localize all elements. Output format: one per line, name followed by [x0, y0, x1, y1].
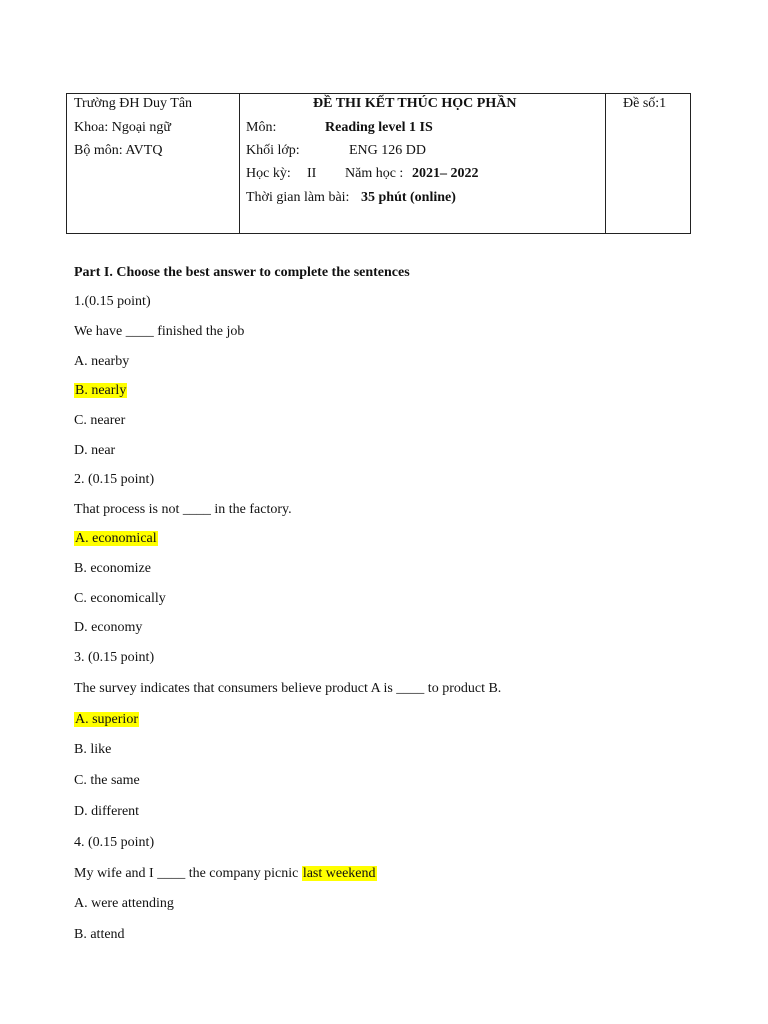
question-3-stem: The survey indicates that consumers believe product A is ____ to product B. [74, 681, 502, 696]
question-2-stem: That process is not ____ in the factory. [74, 502, 292, 517]
school-info-cell [67, 94, 240, 234]
part-title: Part I. Choose the best answer to complete the sentences [74, 265, 410, 280]
subject-value: Reading level 1 IS [325, 120, 433, 135]
question-1-stem: We have ____ finished the job [74, 324, 245, 339]
class-label: Khối lớp: [246, 143, 300, 158]
question-4-option-b: B. attend [74, 927, 125, 942]
exam-title: ĐỀ THI KẾT THÚC HỌC PHẦN [313, 96, 517, 111]
question-4-option-a: A. were attending [74, 896, 174, 911]
question-2-option-c: C. economically [74, 591, 166, 606]
question-2-points: 2. (0.15 point) [74, 472, 155, 487]
exam-info-cell [240, 94, 606, 234]
exam-header-table [66, 93, 691, 234]
question-2-option-a [74, 530, 158, 548]
question-3-option-d: D. different [74, 804, 140, 819]
exam-code-cell [606, 94, 691, 234]
school-name: Trường ĐH Duy Tân [74, 96, 193, 111]
question-3-option-b: B. like [74, 742, 112, 757]
duration-value: 35 phút (online) [361, 190, 456, 205]
school-year-label: Năm học : [345, 166, 404, 181]
question-4-points: 4. (0.15 point) [74, 835, 155, 850]
highlighted-answer: A. superior [75, 712, 138, 727]
subject-label: Môn: [246, 120, 277, 135]
question-3-option-c: C. the same [74, 773, 140, 788]
faculty-name: Khoa: Ngoại ngữ [74, 120, 172, 135]
question-1-points: 1.(0.15 point) [74, 294, 151, 309]
question-1-option-a: A. nearby [74, 354, 130, 369]
duration-label: Thời gian làm bài: [246, 190, 350, 205]
school-year-value: 2021– 2022 [412, 166, 479, 181]
class-value: ENG 126 DD [349, 143, 426, 158]
question-4-stem-text: My wife and I ____ the company picnic [74, 866, 302, 881]
highlighted-answer: A. economical [75, 531, 157, 546]
exam-code: Đề số:1 [623, 96, 667, 111]
semester-label: Học kỳ: [246, 166, 291, 181]
highlighted-phrase: last weekend [302, 866, 376, 881]
question-1-option-c: C. nearer [74, 413, 126, 428]
department-name: Bộ môn: AVTQ [74, 143, 163, 158]
question-1-option-b [74, 382, 127, 400]
question-2-option-b: B. economize [74, 561, 151, 576]
question-3-option-a [74, 711, 139, 729]
question-3-points: 3. (0.15 point) [74, 650, 155, 665]
question-4-stem [74, 865, 377, 883]
question-1-option-d: D. near [74, 443, 116, 458]
highlighted-answer: B. nearly [75, 383, 127, 398]
semester-value: II [307, 166, 317, 181]
question-2-option-d: D. economy [74, 620, 143, 635]
